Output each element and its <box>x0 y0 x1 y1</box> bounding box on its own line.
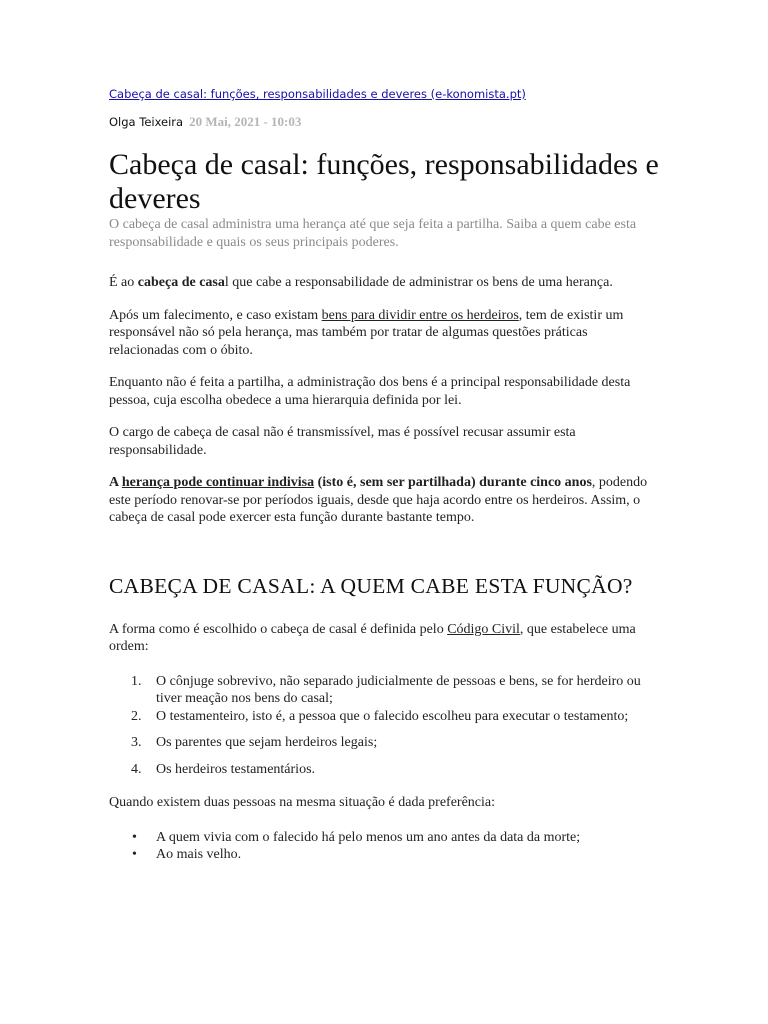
herdeiros-link[interactable]: bens para dividir entre os herdeiros <box>321 307 519 323</box>
article-title: Cabeça de casal: funções, responsabilidades e deveres <box>109 148 659 215</box>
list-item: 1. O cônjuge sobrevivo, não separado judicialmente de pessoas e bens, se for herdeiro ou tiver meação nos bens do casal; <box>131 673 641 706</box>
paragraph-6: A forma como é escolhido o cabeça de casal é definida pelo Código Civil, que estabelece uma ordem: <box>109 621 636 654</box>
paragraph-5: A herança pode continuar indivisa (isto é, sem ser partilhada) durante cinco anos, podendo este período renovar-se por períodos iguais, desde que haja acordo entre os herdeiros. Assim, o cabeça de casal pode exercer esta função durante bastante tempo. <box>109 475 648 525</box>
paragraph-4: O cargo de cabeça de casal não é transmissível, mas é possível recusar assumir esta responsabilidade. <box>109 425 576 458</box>
section-heading: CABEÇA DE CASAL: A QUEM CABE ESTA FUNÇÃO? <box>109 573 633 598</box>
bullet-list <box>109 829 669 864</box>
list-item: • A quem vivia com o falecido há pelo menos um ano antes da data da morte; <box>132 829 581 845</box>
heranca-indivisa-link[interactable]: herança pode continuar indivisa <box>121 475 315 490</box>
document-page <box>109 86 669 864</box>
ordered-list <box>109 673 669 779</box>
paragraph-7: Quando existem duas pessoas na mesma situação é dada preferência: <box>109 795 496 810</box>
article-lead: O cabeça de casal administra uma herança até que seja feita a partilha. Saiba a quem cabe esta responsabilidade e quais os seus principais poderes. <box>109 217 637 250</box>
list-item: 4. Os herdeiros testamentários. <box>131 761 316 777</box>
list-item: 3. Os parentes que sejam herdeiros legais; <box>131 735 378 750</box>
byline <box>109 114 669 130</box>
codigo-civil-link[interactable]: Código Civil <box>447 621 520 637</box>
bold-term: cabeça de casa <box>137 275 225 290</box>
paragraph-3: Enquanto não é feita a partilha, a administração dos bens é a principal responsabilidade desta pessoa, cuja escolha obedece a uma hierarquia definida por lei. <box>109 375 631 408</box>
list-item: 2. O testamenteiro, isto é, a pessoa que o falecido escolheu para executar o testamento; <box>131 708 629 724</box>
paragraph-2: Após um falecimento, e caso existam bens para dividir entre os herdeiros, tem de existir um responsável não só pela herança, mas também por tratar de algumas questões práticas relacionadas com o óbito. <box>109 307 624 358</box>
paragraph-1: É ao cabeça de casal que cabe a responsabilidade de administrar os bens de uma herança. <box>109 275 613 290</box>
publish-date: 20 Mai, 2021 - 10:03 <box>189 114 302 129</box>
list-item: • Ao mais velho. <box>132 847 242 862</box>
author-name: Olga Teixeira <box>109 115 184 129</box>
source-article-link[interactable]: Cabeça de casal: funções, responsabilidades e deveres (e-konomista.pt) <box>109 87 526 101</box>
